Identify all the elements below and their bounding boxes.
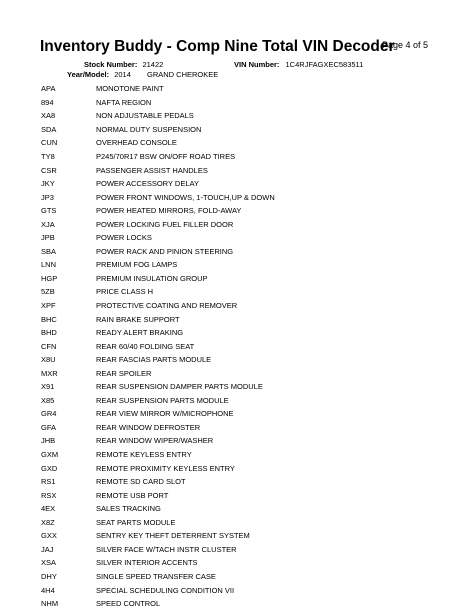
option-description: REMOTE KEYLESS ENTRY bbox=[96, 450, 192, 460]
option-code: SBA bbox=[41, 246, 57, 256]
option-description: PREMIUM INSULATION GROUP bbox=[96, 273, 208, 283]
option-row bbox=[41, 190, 441, 204]
option-code: CSR bbox=[41, 165, 57, 175]
option-description: NAFTA REGION bbox=[96, 97, 152, 107]
option-code: X8U bbox=[41, 355, 56, 365]
option-code: X91 bbox=[41, 382, 55, 392]
option-row bbox=[41, 529, 441, 543]
option-description: REAR WINDOW WIPER/WASHER bbox=[96, 436, 214, 446]
option-row bbox=[41, 448, 441, 462]
option-code: GTS bbox=[41, 206, 57, 216]
option-row bbox=[41, 96, 441, 110]
option-description: OVERHEAD CONSOLE bbox=[96, 138, 177, 148]
option-row bbox=[41, 299, 441, 313]
option-description: POWER LOCKING FUEL FILLER DOOR bbox=[96, 219, 234, 229]
option-row bbox=[41, 516, 441, 530]
model-value: GRAND CHEROKEE bbox=[146, 70, 219, 79]
option-row bbox=[41, 394, 441, 408]
option-code: LNN bbox=[41, 260, 57, 270]
option-description: POWER RACK AND PINION STEERING bbox=[96, 246, 234, 256]
option-row bbox=[41, 312, 441, 326]
option-code: 894 bbox=[41, 97, 54, 107]
option-description: POWER FRONT WINDOWS, 1-TOUCH,UP & DOWN bbox=[96, 192, 275, 202]
option-code: JKY bbox=[41, 179, 55, 189]
option-row bbox=[41, 231, 441, 245]
option-description: PROTECTIVE COATING AND REMOVER bbox=[96, 301, 238, 311]
option-code: GFA bbox=[41, 422, 57, 432]
option-row bbox=[41, 109, 441, 123]
option-code: BHD bbox=[41, 328, 57, 338]
year-model-label: Year/Model: bbox=[67, 70, 110, 79]
option-code: DHY bbox=[41, 571, 57, 581]
option-description: PREMIUM FOG LAMPS bbox=[96, 260, 178, 270]
option-description: REMOTE USB PORT bbox=[96, 490, 169, 500]
option-code: 5ZB bbox=[41, 287, 55, 297]
stock-number-field bbox=[84, 60, 163, 69]
option-code: JPB bbox=[41, 233, 55, 243]
option-description: PRICE CLASS H bbox=[96, 287, 154, 297]
option-code: GXD bbox=[41, 463, 58, 473]
option-code: SDA bbox=[41, 124, 57, 134]
option-row bbox=[41, 204, 441, 218]
option-row bbox=[41, 163, 441, 177]
option-description: REMOTE SD CARD SLOT bbox=[96, 477, 186, 487]
stock-number-value: 21422 bbox=[142, 60, 164, 69]
option-row bbox=[41, 272, 441, 286]
option-code: BHC bbox=[41, 314, 57, 324]
vin-number-label: VIN Number: bbox=[234, 60, 280, 69]
option-code: XJA bbox=[41, 219, 55, 229]
option-description: REAR 60/40 FOLDING SEAT bbox=[96, 341, 195, 351]
year-value: 2014 bbox=[114, 70, 131, 79]
option-description: MONOTONE PAINT bbox=[96, 84, 164, 94]
option-description: SALES TRACKING bbox=[96, 504, 161, 514]
document-title: Inventory Buddy - Comp Nine Total VIN Decoder bbox=[40, 38, 395, 55]
option-row bbox=[41, 434, 441, 448]
option-description: NORMAL DUTY SUSPENSION bbox=[96, 124, 202, 134]
option-row bbox=[41, 366, 441, 380]
page-number: Page 4 of 5 bbox=[382, 40, 429, 50]
option-description: SENTRY KEY THEFT DETERRENT SYSTEM bbox=[96, 531, 250, 541]
option-description: REAR SPOILER bbox=[96, 368, 152, 378]
option-description: SEAT PARTS MODULE bbox=[96, 517, 176, 527]
option-row bbox=[41, 570, 441, 584]
option-row bbox=[41, 488, 441, 502]
option-description: REAR WINDOW DEFROSTER bbox=[96, 422, 201, 432]
option-description: SILVER FACE W/TACH INSTR CLUSTER bbox=[96, 544, 237, 554]
option-code-list bbox=[41, 82, 441, 610]
option-code: APA bbox=[41, 84, 56, 94]
option-code: X85 bbox=[41, 395, 55, 405]
option-row bbox=[41, 285, 441, 299]
option-row bbox=[41, 326, 441, 340]
option-row bbox=[41, 258, 441, 272]
option-code: 4H4 bbox=[41, 585, 55, 595]
option-row bbox=[41, 556, 441, 570]
option-code: RS1 bbox=[41, 477, 56, 487]
option-row bbox=[41, 583, 441, 597]
option-row bbox=[41, 421, 441, 435]
option-code: HGP bbox=[41, 273, 58, 283]
option-code: XPF bbox=[41, 301, 56, 311]
option-code: JP3 bbox=[41, 192, 54, 202]
option-row bbox=[41, 245, 441, 259]
option-description: POWER LOCKS bbox=[96, 233, 152, 243]
option-code: RSX bbox=[41, 490, 57, 500]
option-row bbox=[41, 502, 441, 516]
option-code: XSA bbox=[41, 558, 57, 568]
stock-number-label: Stock Number: bbox=[84, 60, 138, 69]
option-row bbox=[41, 407, 441, 421]
option-description: REAR FASCIAS PARTS MODULE bbox=[96, 355, 212, 365]
option-row bbox=[41, 543, 441, 557]
option-description: REAR SUSPENSION DAMPER PARTS MODULE bbox=[96, 382, 263, 392]
option-code: X8Z bbox=[41, 517, 55, 527]
option-code: NHM bbox=[41, 599, 59, 609]
option-description: REMOTE PROXIMITY KEYLESS ENTRY bbox=[96, 463, 235, 473]
option-row bbox=[41, 597, 441, 610]
vin-number-value: 1C4RJFAGXEC583511 bbox=[285, 60, 364, 69]
option-description: READY ALERT BRAKING bbox=[96, 328, 184, 338]
option-row bbox=[41, 461, 441, 475]
option-row bbox=[41, 82, 441, 96]
option-description: SPECIAL SCHEDULING CONDITION VII bbox=[96, 585, 235, 595]
option-code: MXR bbox=[41, 368, 58, 378]
vin-number-field bbox=[234, 60, 363, 69]
option-row bbox=[41, 123, 441, 137]
option-description: P245/70R17 BSW ON/OFF ROAD TIRES bbox=[96, 152, 236, 161]
option-description: REAR VIEW MIRROR W/MICROPHONE bbox=[96, 409, 234, 419]
year-model-field bbox=[67, 70, 218, 79]
option-code: TY8 bbox=[41, 152, 55, 161]
option-code: CFN bbox=[41, 341, 57, 351]
option-code: GR4 bbox=[41, 409, 57, 419]
option-description: RAIN BRAKE SUPPORT bbox=[96, 314, 180, 324]
option-code: GXX bbox=[41, 531, 57, 541]
option-code: JHB bbox=[41, 436, 56, 446]
option-code: XA8 bbox=[41, 111, 56, 121]
option-row bbox=[41, 136, 441, 150]
option-row bbox=[41, 380, 441, 394]
option-description: PASSENGER ASSIST HANDLES bbox=[96, 165, 208, 175]
option-description: REAR SUSPENSION PARTS MODULE bbox=[96, 395, 229, 405]
option-code: CUN bbox=[41, 138, 58, 148]
option-row bbox=[41, 217, 441, 231]
option-description: NON ADJUSTABLE PEDALS bbox=[96, 111, 194, 121]
option-description: SILVER INTERIOR ACCENTS bbox=[96, 558, 198, 568]
option-row bbox=[41, 177, 441, 191]
option-code: 4EX bbox=[41, 504, 56, 514]
option-row bbox=[41, 475, 441, 489]
option-description: SINGLE SPEED TRANSFER CASE bbox=[96, 571, 216, 581]
option-description: SPEED CONTROL bbox=[96, 599, 161, 609]
option-row bbox=[41, 150, 441, 164]
option-row bbox=[41, 353, 441, 367]
option-description: POWER HEATED MIRRORS, FOLD-AWAY bbox=[96, 206, 242, 216]
option-row bbox=[41, 339, 441, 353]
option-code: GXM bbox=[41, 450, 59, 460]
option-code: JAJ bbox=[41, 544, 54, 554]
option-description: POWER ACCESSORY DELAY bbox=[96, 179, 199, 189]
